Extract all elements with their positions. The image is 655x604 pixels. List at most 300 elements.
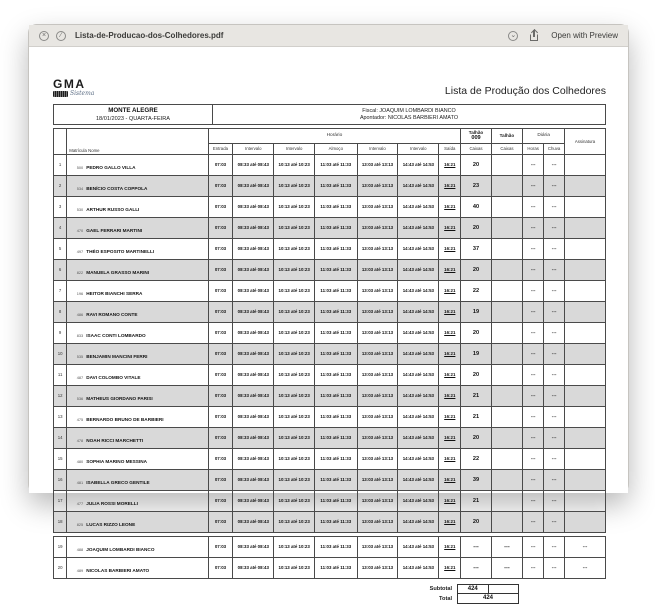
cell-assinatura <box>565 238 606 259</box>
cell-intervalo-2: 10:13 até 10:23 <box>274 469 315 490</box>
matricula-value: 481 <box>76 479 84 485</box>
name-value: PEDRO GALLO VILLA <box>86 164 136 170</box>
preview-window <box>28 24 629 602</box>
cell-intervalo-4: 14:43 até 14:53 <box>398 364 439 385</box>
cell-almoco: 11:03 até 11:33 <box>315 175 358 196</box>
cell-row-number: 17 <box>54 490 67 511</box>
cell-intervalo-4: 14:43 até 14:53 <box>398 385 439 406</box>
table-row <box>54 154 606 175</box>
cell-intervalo-2: 10:13 até 10:23 <box>274 196 315 217</box>
name-value: BENÍCIO COSTA COPPOLA <box>86 185 148 191</box>
cell-caixas-talhao-009: 20 <box>461 217 491 238</box>
cell-intervalo-1: 08:33 até 08:43 <box>233 448 274 469</box>
cell-intervalo-2: 10:13 até 10:23 <box>274 301 315 322</box>
cell-entrada: 07:03 <box>208 238 233 259</box>
cell-entrada: 07:03 <box>208 511 233 532</box>
document-title: Lista de Produção dos Colhedores <box>444 85 606 97</box>
header-diaria: Diária <box>523 128 565 143</box>
cell-assinatura <box>565 469 606 490</box>
cell-intervalo-2: 10:13 até 10:23 <box>274 448 315 469</box>
cell-intervalo-2: 10:13 até 10:23 <box>274 557 315 578</box>
cell-intervalo-3: 13:03 até 13:13 <box>357 536 398 557</box>
company-logo <box>53 78 94 97</box>
cell-entrada: 07:03 <box>208 490 233 511</box>
name-value: BENJAMIN MANCINI FERRI <box>86 353 148 359</box>
table-row <box>54 238 606 259</box>
matricula-value: 825 <box>76 521 84 527</box>
cell-almoco: 11:03 até 11:33 <box>315 448 358 469</box>
cell-caixas-talhao-009: 20 <box>461 154 491 175</box>
table-row <box>54 217 606 238</box>
header-saida: Saída <box>439 143 461 154</box>
cell-matricula-name <box>67 427 208 448</box>
cell-intervalo-4: 14:43 até 14:53 <box>398 196 439 217</box>
cell-assinatura <box>565 385 606 406</box>
header-entrada: Entrada <box>208 143 233 154</box>
cell-horas: --- <box>523 406 544 427</box>
cell-intervalo-3: 13:03 até 13:13 <box>357 385 398 406</box>
cell-entrada: 07:03 <box>208 154 233 175</box>
cell-saida: 16:21 <box>439 175 461 196</box>
cell-matricula-name <box>67 406 208 427</box>
cell-intervalo-2: 10:13 até 10:23 <box>274 259 315 280</box>
cell-chuva: --- <box>544 217 565 238</box>
cell-caixas-talhao-2 <box>491 385 522 406</box>
cell-almoco: 11:03 até 11:33 <box>315 217 358 238</box>
fiscal-name: Fiscal: JOAQUIM LOMBARDI BIANCO <box>362 108 456 115</box>
cell-intervalo-3: 13:03 até 13:13 <box>357 511 398 532</box>
cell-intervalo-1: 08:33 até 08:43 <box>233 536 274 557</box>
header-chuva: Chuva <box>544 143 565 154</box>
cell-caixas-talhao-2 <box>491 280 522 301</box>
table-row <box>54 469 606 490</box>
cell-row-number: 9 <box>54 322 67 343</box>
cell-intervalo-4: 14:43 até 14:53 <box>398 238 439 259</box>
cell-intervalo-3: 13:03 até 13:13 <box>357 557 398 578</box>
cell-matricula-name <box>67 511 208 532</box>
cell-saida: 16:21 <box>439 469 461 490</box>
cell-intervalo-3: 13:03 até 13:13 <box>357 322 398 343</box>
cell-matricula-name <box>67 364 208 385</box>
table-row <box>54 536 606 557</box>
cell-assinatura <box>565 196 606 217</box>
total-label: Total <box>439 595 452 602</box>
cell-caixas-talhao-2 <box>491 448 522 469</box>
cell-intervalo-2: 10:13 até 10:23 <box>274 511 315 532</box>
cell-row-number: 8 <box>54 301 67 322</box>
cell-intervalo-3: 13:03 até 13:13 <box>357 259 398 280</box>
cell-row-number: 3 <box>54 196 67 217</box>
cell-assinatura <box>565 217 606 238</box>
cell-caixas-talhao-2 <box>491 469 522 490</box>
cell-chuva: --- <box>544 259 565 280</box>
name-value: SOPHIA MARINO MESSINA <box>86 458 148 464</box>
header-horas: Horas <box>523 143 544 154</box>
cell-caixas-talhao-009: 22 <box>461 448 491 469</box>
cell-assinatura: --- <box>565 557 606 578</box>
cell-matricula-name <box>67 469 208 490</box>
cell-caixas-talhao-2 <box>491 196 522 217</box>
farm-name: MONTE ALEGRE <box>108 107 158 114</box>
header-intervalo-2: Intervalo <box>274 143 315 154</box>
cell-row-number: 5 <box>54 238 67 259</box>
cell-entrada: 07:03 <box>208 280 233 301</box>
cell-caixas-talhao-009: 37 <box>461 238 491 259</box>
info-right-cell <box>213 105 606 125</box>
name-value: NOAH RICCI MARCHETTI <box>86 437 144 443</box>
header-intervalo-3: Intervalo <box>357 143 398 154</box>
info-table <box>53 104 606 125</box>
cell-caixas-talhao-009: 23 <box>461 175 491 196</box>
cell-caixas-talhao-009: --- <box>461 557 491 578</box>
cell-intervalo-4: 14:43 até 14:53 <box>398 301 439 322</box>
cell-saida: 16:21 <box>439 259 461 280</box>
cell-intervalo-1: 08:33 até 08:43 <box>233 557 274 578</box>
cell-saida: 16:21 <box>439 406 461 427</box>
cell-saida: 16:21 <box>439 196 461 217</box>
header-assinatura: Assinatura <box>565 128 606 154</box>
table-row <box>54 385 606 406</box>
cell-saida: 16:21 <box>439 557 461 578</box>
cell-almoco: 11:03 até 11:33 <box>315 301 358 322</box>
cell-matricula-name <box>67 385 208 406</box>
cell-entrada: 07:03 <box>208 469 233 490</box>
cell-saida: 16:21 <box>439 364 461 385</box>
header-talhao-2: Talhão <box>491 128 522 143</box>
cell-entrada: 07:03 <box>208 385 233 406</box>
header-row-number <box>54 128 67 154</box>
table-row <box>54 175 606 196</box>
cell-caixas-talhao-2 <box>491 406 522 427</box>
cell-caixas-talhao-2 <box>491 259 522 280</box>
cell-matricula-name <box>67 154 208 175</box>
cell-intervalo-3: 13:03 até 13:13 <box>357 448 398 469</box>
cell-matricula-name <box>67 196 208 217</box>
cell-intervalo-1: 08:33 até 08:43 <box>233 280 274 301</box>
table-row <box>54 301 606 322</box>
name-value: JULIA ROSSI MORELLI <box>86 500 138 506</box>
cell-horas: --- <box>523 536 544 557</box>
cell-chuva: --- <box>544 175 565 196</box>
table-row <box>54 448 606 469</box>
cell-intervalo-1: 08:33 até 08:43 <box>233 469 274 490</box>
cell-almoco: 11:03 até 11:33 <box>315 280 358 301</box>
cell-horas: --- <box>523 490 544 511</box>
cell-entrada: 07:03 <box>208 259 233 280</box>
cell-horas: --- <box>523 469 544 490</box>
cell-intervalo-4: 14:43 até 14:53 <box>398 427 439 448</box>
cell-caixas-talhao-2 <box>491 154 522 175</box>
cell-saida: 16:21 <box>439 238 461 259</box>
cell-almoco: 11:03 até 11:33 <box>315 490 358 511</box>
cell-caixas-talhao-2 <box>491 364 522 385</box>
matricula-value: 486 <box>76 311 84 317</box>
cell-intervalo-2: 10:13 até 10:23 <box>274 364 315 385</box>
cell-almoco: 11:03 até 11:33 <box>315 343 358 364</box>
cell-row-number: 7 <box>54 280 67 301</box>
cell-almoco: 11:03 até 11:33 <box>315 511 358 532</box>
cell-chuva: --- <box>544 280 565 301</box>
cell-caixas-talhao-2 <box>491 238 522 259</box>
cell-intervalo-1: 08:33 até 08:43 <box>233 217 274 238</box>
cell-almoco: 11:03 até 11:33 <box>315 385 358 406</box>
cell-row-number: 14 <box>54 427 67 448</box>
cell-intervalo-4: 14:43 até 14:53 <box>398 406 439 427</box>
cell-intervalo-3: 13:03 até 13:13 <box>357 406 398 427</box>
cell-saida: 16:21 <box>439 536 461 557</box>
cell-chuva: --- <box>544 469 565 490</box>
cell-assinatura <box>565 511 606 532</box>
cell-assinatura <box>565 343 606 364</box>
cell-chuva: --- <box>544 536 565 557</box>
cell-entrada: 07:03 <box>208 343 233 364</box>
matricula-value: 480 <box>76 458 84 464</box>
cell-intervalo-1: 08:33 até 08:43 <box>233 154 274 175</box>
cell-intervalo-1: 08:33 até 08:43 <box>233 406 274 427</box>
header-intervalo-4: Intervalo <box>398 143 439 154</box>
header-caixas-2: Caixas <box>491 143 522 154</box>
footer-table-body <box>54 536 606 578</box>
cell-row-number: 13 <box>54 406 67 427</box>
cell-row-number: 20 <box>54 557 67 578</box>
matricula-value: 534 <box>76 185 84 191</box>
cell-matricula-name <box>67 238 208 259</box>
name-value: JOAQUIM LOMBARDI BIANCO <box>86 546 155 552</box>
cell-caixas-talhao-2 <box>491 175 522 196</box>
cell-intervalo-1: 08:33 até 08:43 <box>233 196 274 217</box>
cell-intervalo-1: 08:33 até 08:43 <box>233 511 274 532</box>
cell-entrada: 07:03 <box>208 301 233 322</box>
table-row <box>54 196 606 217</box>
cell-assinatura <box>565 427 606 448</box>
cell-chuva: --- <box>544 385 565 406</box>
table-row <box>54 406 606 427</box>
cell-row-number: 1 <box>54 154 67 175</box>
info-left-cell <box>54 105 213 125</box>
cell-intervalo-1: 08:33 até 08:43 <box>233 322 274 343</box>
cell-intervalo-3: 13:03 até 13:13 <box>357 343 398 364</box>
cell-intervalo-2: 10:13 até 10:23 <box>274 175 315 196</box>
cell-almoco: 11:03 até 11:33 <box>315 259 358 280</box>
cell-intervalo-3: 13:03 até 13:13 <box>357 196 398 217</box>
cell-intervalo-4: 14:43 até 14:53 <box>398 469 439 490</box>
cell-caixas-talhao-009: 20 <box>461 322 491 343</box>
subtotal-value: 424 <box>458 585 489 593</box>
cell-matricula-name <box>67 322 208 343</box>
cell-entrada: 07:03 <box>208 322 233 343</box>
cell-intervalo-1: 08:33 até 08:43 <box>233 343 274 364</box>
cell-intervalo-3: 13:03 até 13:13 <box>357 301 398 322</box>
cell-caixas-talhao-2 <box>491 511 522 532</box>
cell-horas: --- <box>523 280 544 301</box>
cell-caixas-talhao-009: 40 <box>461 196 491 217</box>
cell-saida: 16:21 <box>439 322 461 343</box>
cell-intervalo-4: 14:43 até 14:53 <box>398 511 439 532</box>
logo-badge <box>53 91 68 97</box>
cell-chuva: --- <box>544 301 565 322</box>
close-icon[interactable]: × <box>39 31 49 41</box>
cell-caixas-talhao-2 <box>491 301 522 322</box>
cell-intervalo-2: 10:13 até 10:23 <box>274 536 315 557</box>
cell-horas: --- <box>523 217 544 238</box>
name-value: DAVI COLOMBO VITALE <box>86 374 141 380</box>
table-row <box>54 364 606 385</box>
cell-entrada: 07:03 <box>208 557 233 578</box>
cell-matricula-name <box>67 536 208 557</box>
cell-caixas-talhao-009: 20 <box>461 364 491 385</box>
total-value: 424 <box>482 594 493 601</box>
cell-saida: 16:21 <box>439 217 461 238</box>
matricula-value: 478 <box>76 437 84 443</box>
cell-horas: --- <box>523 448 544 469</box>
name-value: ISABELLA GRECO GENTILE <box>86 479 150 485</box>
name-value: HEITOR BIANCHI SERRA <box>86 290 143 296</box>
cell-entrada: 07:03 <box>208 448 233 469</box>
subtotal-box <box>457 584 519 594</box>
cell-intervalo-4: 14:43 até 14:53 <box>398 154 439 175</box>
cell-caixas-talhao-2 <box>491 217 522 238</box>
cell-chuva: --- <box>544 196 565 217</box>
cell-row-number: 19 <box>54 536 67 557</box>
matricula-value: 470 <box>76 227 84 233</box>
cell-matricula-name <box>67 448 208 469</box>
cell-matricula-name <box>67 259 208 280</box>
cell-intervalo-1: 08:33 até 08:43 <box>233 301 274 322</box>
cell-saida: 16:21 <box>439 154 461 175</box>
main-table-body <box>54 154 606 532</box>
cell-intervalo-2: 10:13 até 10:23 <box>274 154 315 175</box>
cell-chuva: --- <box>544 557 565 578</box>
supervisors-table <box>53 536 606 579</box>
cell-caixas-talhao-009: 22 <box>461 280 491 301</box>
cell-intervalo-4: 14:43 até 14:53 <box>398 322 439 343</box>
cell-intervalo-1: 08:33 até 08:43 <box>233 364 274 385</box>
cell-almoco: 11:03 até 11:33 <box>315 154 358 175</box>
cell-chuva: --- <box>544 406 565 427</box>
cell-intervalo-4: 14:43 até 14:53 <box>398 175 439 196</box>
expand-icon[interactable]: ∕ <box>56 31 66 41</box>
cell-caixas-talhao-009: --- <box>461 536 491 557</box>
work-date: 18/01/2023 - QUARTA-FEIRA <box>95 115 171 122</box>
cell-caixas-talhao-009: 21 <box>461 406 491 427</box>
cell-intervalo-2: 10:13 até 10:23 <box>274 280 315 301</box>
cell-intervalo-3: 13:03 até 13:13 <box>357 364 398 385</box>
cell-caixas-talhao-2 <box>491 343 522 364</box>
cell-row-number: 15 <box>54 448 67 469</box>
table-row <box>54 280 606 301</box>
total-box <box>457 594 519 604</box>
cell-almoco: 11:03 até 11:33 <box>315 364 358 385</box>
subtotal-extra <box>489 585 519 593</box>
table-row <box>54 259 606 280</box>
name-value: THÉO ESPOSITO MARTINELLI <box>86 248 155 254</box>
cell-matricula-name <box>67 557 208 578</box>
cell-horas: --- <box>523 511 544 532</box>
share-icon[interactable] <box>530 30 539 41</box>
cell-almoco: 11:03 até 11:33 <box>315 427 358 448</box>
header-matricula-nome: Matrícula Nome <box>67 128 208 154</box>
table-row <box>54 557 606 578</box>
cell-assinatura <box>565 364 606 385</box>
cell-matricula-name <box>67 490 208 511</box>
subtotal-label: Subtotal <box>429 585 452 592</box>
cell-matricula-name <box>67 343 208 364</box>
matricula-value: 475 <box>76 416 84 422</box>
cell-caixas-talhao-009: 20 <box>461 259 491 280</box>
cell-horas: --- <box>523 196 544 217</box>
cell-caixas-talhao-009: 20 <box>461 511 491 532</box>
cell-intervalo-3: 13:03 até 13:13 <box>357 217 398 238</box>
cell-horas: --- <box>523 301 544 322</box>
open-with-preview-button[interactable]: Open with Preview <box>551 31 618 40</box>
cell-entrada: 07:03 <box>208 406 233 427</box>
cell-chuva: --- <box>544 238 565 259</box>
matricula-value: 489 <box>76 567 84 573</box>
matricula-value: 196 <box>76 290 84 296</box>
cell-intervalo-3: 13:03 até 13:13 <box>357 469 398 490</box>
cell-assinatura <box>565 406 606 427</box>
cell-almoco: 11:03 até 11:33 <box>315 469 358 490</box>
cell-chuva: --- <box>544 511 565 532</box>
name-value: MANUELA GRASSO MARINI <box>86 269 150 275</box>
cell-chuva: --- <box>544 322 565 343</box>
cell-horas: --- <box>523 322 544 343</box>
cell-horas: --- <box>523 238 544 259</box>
cell-row-number: 6 <box>54 259 67 280</box>
cell-intervalo-1: 08:33 até 08:43 <box>233 175 274 196</box>
cell-horas: --- <box>523 427 544 448</box>
cell-intervalo-4: 14:43 até 14:53 <box>398 490 439 511</box>
matricula-value: 500 <box>76 164 84 170</box>
name-value: ARTHUR RUSSO GALLI <box>86 206 140 212</box>
cell-caixas-talhao-2: --- <box>491 536 522 557</box>
cell-entrada: 07:03 <box>208 364 233 385</box>
download-icon[interactable]: ⌄ <box>508 31 518 41</box>
cell-intervalo-2: 10:13 até 10:23 <box>274 322 315 343</box>
header-caixas-1: Caixas <box>461 143 491 154</box>
header-almoco: Almoço <box>315 143 358 154</box>
logo-text: GMA <box>53 77 86 91</box>
cell-intervalo-4: 14:43 até 14:53 <box>398 557 439 578</box>
cell-horas: --- <box>523 385 544 406</box>
cell-entrada: 07:03 <box>208 175 233 196</box>
cell-horas: --- <box>523 557 544 578</box>
cell-caixas-talhao-009: 21 <box>461 385 491 406</box>
cell-saida: 16:21 <box>439 448 461 469</box>
cell-entrada: 07:03 <box>208 536 233 557</box>
cell-chuva: --- <box>544 448 565 469</box>
cell-matricula-name <box>67 175 208 196</box>
cell-saida: 16:21 <box>439 280 461 301</box>
totals-section <box>53 584 606 604</box>
cell-chuva: --- <box>544 427 565 448</box>
cell-intervalo-4: 14:43 até 14:53 <box>398 536 439 557</box>
cell-almoco: 11:03 até 11:33 <box>315 406 358 427</box>
header-intervalo-1: Intervalo <box>233 143 274 154</box>
cell-intervalo-2: 10:13 até 10:23 <box>274 343 315 364</box>
cell-row-number: 4 <box>54 217 67 238</box>
cell-chuva: --- <box>544 154 565 175</box>
cell-caixas-talhao-009: 39 <box>461 469 491 490</box>
cell-row-number: 16 <box>54 469 67 490</box>
cell-almoco: 11:03 até 11:33 <box>315 322 358 343</box>
cell-matricula-name <box>67 301 208 322</box>
logo-script: Sistema <box>70 90 95 97</box>
name-value: NICOLAS BARBIERI AMATO <box>86 567 150 573</box>
cell-saida: 16:21 <box>439 385 461 406</box>
cell-intervalo-4: 14:43 até 14:53 <box>398 280 439 301</box>
cell-intervalo-2: 10:13 até 10:23 <box>274 385 315 406</box>
